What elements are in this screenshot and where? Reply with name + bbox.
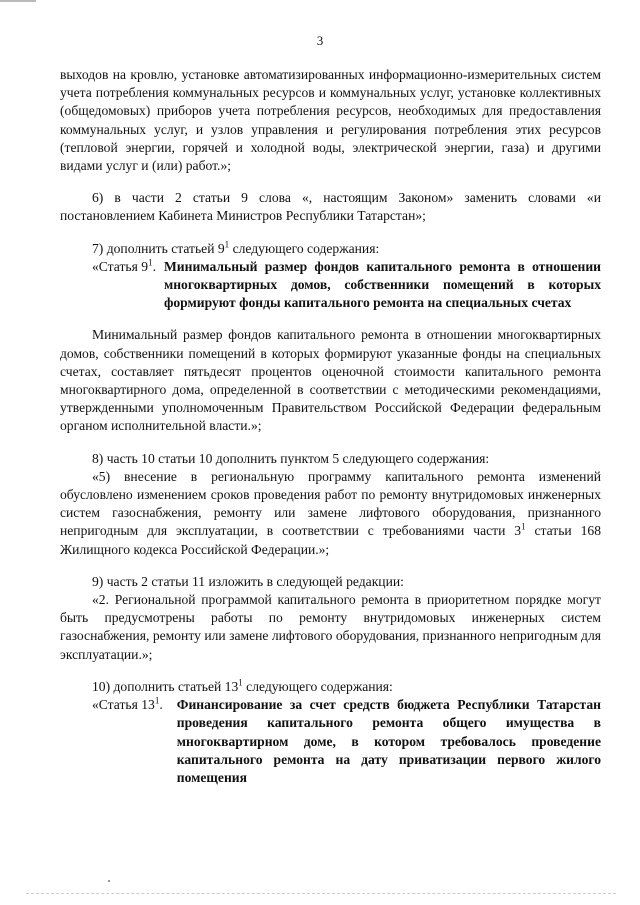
- superscript: 1: [148, 257, 153, 268]
- text-span: статьи 168 Жилищного кодекса Российской Федерации.»;: [60, 523, 601, 557]
- text-span: «Статья 9: [92, 258, 149, 274]
- paragraph-continuation: выходов на кровлю, установке автоматизированных информационно-измерительных систем учета потребления коммунальных ресурсов и коммунальных услуг, установке коллективных (общедомовых) приборов учета потребления ресурсов, необходимых для предоставления коммунальных услуг, и узлов управления и регулирования потребления этих ресурсов (тепловой энергии, горячей и холодной воды, электрической энергии, газа) и другими видами услуг и (или) работ.»;: [60, 67, 601, 174]
- superscript: 1: [521, 521, 526, 532]
- superscript: 1: [238, 677, 243, 688]
- text-span: .: [159, 697, 163, 713]
- text-span: следующего содержания:: [229, 240, 380, 256]
- text-span: 7) дополнить статьей 9: [92, 240, 225, 256]
- paragraph-part-2: «2. Региональной программой капитального ремонта в приоритетном порядке могут быть предусмотрены работы по ремонту внутридомовых инженерных систем газоснабжения, ремонту или замене лифтового оборудования, признанного непригодным для эксплуатации.»;: [60, 592, 601, 662]
- paragraph-item-7: [60, 240, 601, 258]
- paragraph-point-5: [60, 468, 601, 559]
- article-title: Минимальный размер фондов капитального ремонта в отношении многоквартирных домов, собственники помещений в которых формируют фонды капитального ремонта на специальных счетах: [163, 258, 601, 311]
- text-span: 10) дополнить статьей 13: [92, 678, 239, 694]
- article-9-1-heading: [92, 258, 601, 313]
- text-span: «Статья 13: [92, 697, 155, 713]
- superscript: 1: [224, 239, 230, 250]
- paragraph-item-10: [60, 678, 601, 696]
- paragraph-item-6: 6) в части 2 статьи 9 слова «, настоящим Законом» заменить словами «и постановлением Кабинета Министров Республики Татарстан»;: [60, 190, 601, 224]
- text-span: «5) внесение в региональную программу капитального ремонта изменений обусловлено изменением сроков проведения работ по ремонту внутридомовых инженерных систем газоснабжения, ремонту или замене лифтового оборудования, признанного непригодным для эксплуатации, в соответствии с требованиями части 3: [60, 468, 601, 539]
- scan-artifact: [108, 880, 110, 882]
- superscript: 1: [154, 695, 160, 706]
- page-number: 3: [316, 33, 324, 48]
- article-label: [92, 696, 177, 787]
- article-label: [92, 258, 164, 313]
- scan-artifact: [26, 893, 616, 895]
- article-title: Финансирование за счет средств бюджета Республики Татарстан проведения капитального ремонта общего имущества в многоквартирном доме, в котором требовалось проведение капитального ремонта на дату приватизации первого жилого помещения: [176, 697, 601, 785]
- text-span: следующего содержания:: [242, 678, 393, 694]
- paragraph-item-8: 8) часть 10 статьи 10 дополнить пунктом 5 следующего содержания:: [92, 450, 490, 466]
- text-span: .: [152, 258, 156, 274]
- article-13-1-heading: [92, 696, 601, 787]
- scan-artifact: [0, 0, 36, 2]
- document-body: [60, 66, 601, 787]
- paragraph-article-9-1-text: Минимальный размер фондов капитального ремонта в отношении многоквартирных домов, собственники помещений в которых формируют указанные фонды на специальных счетах, составляет пятьдесят процентов оценочной стоимости капитального ремонта многоквартирного дома, определенной в соответствии с методическими рекомендациями, утвержденными уполномоченным Правительством Российской Федерации федеральным органом исполнительной власти.»;: [60, 327, 601, 434]
- paragraph-item-9: 9) часть 2 статьи 11 изложить в следующей редакции:: [92, 573, 404, 589]
